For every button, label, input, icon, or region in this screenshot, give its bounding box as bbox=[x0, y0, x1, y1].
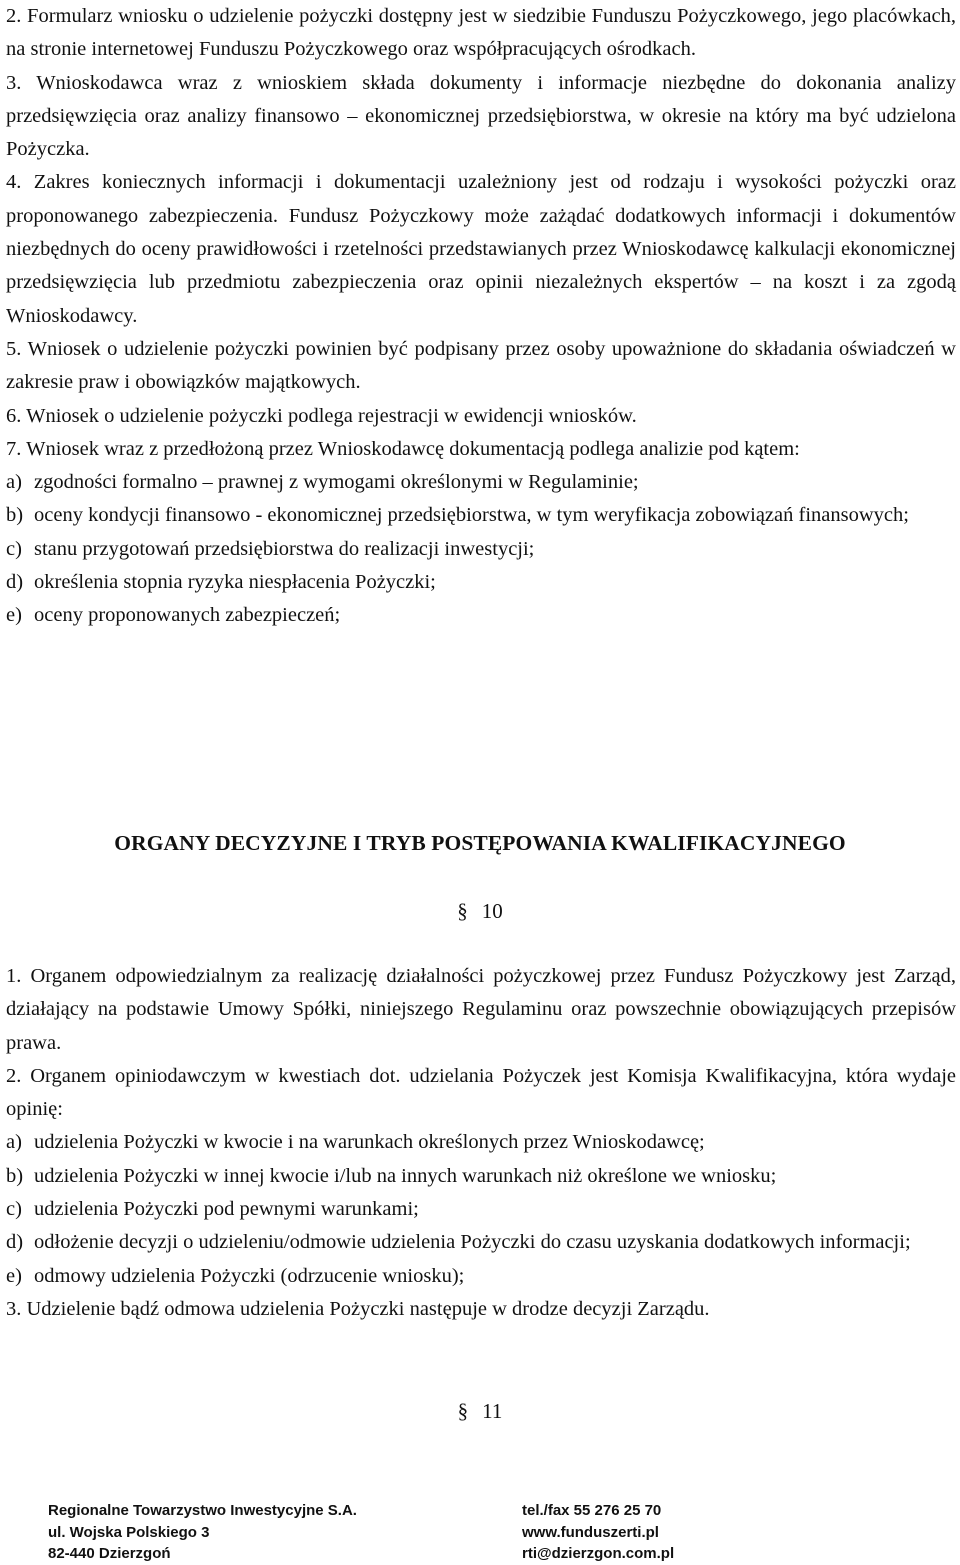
list-item-text: oceny kondycji finansowo - ekonomicznej przedsiębiorstwa, w tym weryfikacja zobowiązań finansowych; bbox=[34, 504, 909, 527]
list-item-text: udzielenia Pożyczki pod pewnymi warunkami; bbox=[34, 1198, 419, 1221]
list-item-label: b) bbox=[6, 1164, 24, 1187]
section-number: 10 bbox=[481, 899, 503, 923]
list-item-label: c) bbox=[6, 1198, 22, 1221]
list-item-text: udzielenia Pożyczki w innej kwocie i/lub na innych warunkach niż określone we wniosku; bbox=[34, 1164, 777, 1187]
list-item-text: określenia stopnia ryzyka niespłacenia Pożyczki; bbox=[34, 571, 436, 594]
company-name: Regionalne Towarzystwo Inwestycyjne S.A. bbox=[48, 1502, 357, 1519]
list-item-label: e) bbox=[6, 1264, 22, 1287]
paragraph-s10-1: 1. Organem odpowiedzialnym za realizację działalności pożyczkowej przez Fundusz Pożyczkowy jest Zarząd, działający na podstawie Umowy Spółki, niniejszego Regulaminu oraz powszechnie obowiązujących przepisów prawa. bbox=[6, 965, 956, 1054]
list-item-text: oceny proponowanych zabezpieczeń; bbox=[34, 604, 341, 627]
website-link[interactable]: www.funduszerti.pl bbox=[522, 1523, 659, 1541]
street-address: ul. Wojska Polskiego 3 bbox=[48, 1523, 210, 1541]
paragraph-s10-3: 3. Udzielenie bądź odmowa udzielenia Pożyczki następuje w drodze decyzji Zarządu. bbox=[6, 1297, 710, 1320]
list-item-text: udzielenia Pożyczki w kwocie i na warunkach określonych przez Wnioskodawcę; bbox=[34, 1131, 705, 1154]
list-item-label: e) bbox=[6, 604, 22, 627]
list-item-label: a) bbox=[6, 471, 22, 494]
list-item-text: odłożenie decyzji o udzieleniu/odmowie udzielenia Pożyczki do czasu uzyskania dodatkowych informacji; bbox=[34, 1231, 911, 1254]
paragraph-4: 4. Zakres koniecznych informacji i dokumentacji uzależniony jest od rodzaju i wysokości pożyczki oraz proponowanego zabezpieczenia. Fundusz Pożyczkowy może zażądać dodatkowych informacji i dokumentów niezbędnych do oceny prawidłowości i rzetelności przedstawianych przez Wnioskodawcę kalkulacji ekonomicznej przedsięwzięcia lub przedmiotu zabezpieczenia oraz opinii niezależnych ekspertów – na koszt i za zgodą Wnioskodawcy. bbox=[6, 171, 956, 327]
paragraph-3: 3. Wnioskodawca wraz z wnioskiem składa dokumenty i informacje niezbędne do dokonania analizy przedsięwzięcia oraz analizy finansowo – ekonomicznej przedsiębiorstwa, w okresie na który ma być udzielona Pożyczka. bbox=[6, 71, 956, 161]
paragraph-7: 7. Wniosek wraz z przedłożoną przez Wnioskodawcę dokumentacją podlega analizie pod kątem: bbox=[6, 437, 800, 460]
footer-contact bbox=[522, 1500, 822, 1565]
list-item bbox=[6, 533, 956, 566]
list-item-label: b) bbox=[6, 504, 24, 527]
phone-fax: tel./fax 55 276 25 70 bbox=[522, 1502, 662, 1519]
list-item bbox=[6, 1226, 956, 1259]
list-item-text: odmowy udzielenia Pożyczki (odrzucenie wniosku); bbox=[34, 1264, 465, 1287]
list-item bbox=[6, 1193, 956, 1226]
footer-address bbox=[48, 1500, 468, 1565]
list-item-text: stanu przygotowań przedsiębiorstwa do realizacji inwestycji; bbox=[34, 537, 535, 560]
list-item-label: a) bbox=[6, 1131, 22, 1154]
list-item bbox=[6, 499, 956, 532]
section-number: 11 bbox=[482, 1399, 503, 1423]
email-link[interactable]: rti@dzierzgon.com.pl bbox=[522, 1545, 675, 1562]
list-item bbox=[6, 1126, 956, 1159]
paragraph-5: 5. Wniosek o udzielenie pożyczki powinien być podpisany przez osoby upoważnione do składania oświadczeń w zakresie praw i obowiązków majątkowych. bbox=[6, 337, 956, 394]
postal-city: 82-440 Dzierzgoń bbox=[48, 1545, 171, 1562]
paragraph-6: 6. Wniosek o udzielenie pożyczki podlega rejestracji w ewidencji wniosków. bbox=[6, 404, 637, 427]
section-heading: ORGANY DECYZYJNE I TRYB POSTĘPOWANIA KWALIFIKACYJNEGO bbox=[114, 831, 846, 855]
list-item-label: c) bbox=[6, 537, 22, 560]
list-item bbox=[6, 1160, 956, 1193]
list-item-label: d) bbox=[6, 571, 24, 594]
section-symbol: § bbox=[457, 1399, 469, 1423]
paragraph-s10-2: 2. Organem opiniodawczym w kwestiach dot. udzielania Pożyczek jest Komisja Kwalifikacyjna, która wydaje opinię: bbox=[6, 1064, 956, 1121]
list-item-text: zgodności formalno – prawnej z wymogami określonymi w Regulaminie; bbox=[34, 471, 639, 494]
list-item bbox=[6, 599, 956, 632]
section-number-10 bbox=[0, 894, 960, 928]
section-number-11 bbox=[0, 1394, 960, 1428]
section-10-body bbox=[6, 960, 956, 1326]
list-item bbox=[6, 466, 956, 499]
document-body bbox=[6, 0, 956, 633]
section-symbol: § bbox=[457, 899, 468, 923]
list-item bbox=[6, 1260, 956, 1293]
paragraph-2: 2. Formularz wniosku o udzielenie pożyczki dostępny jest w siedzibie Funduszu Pożyczkowego, jego placówkach, na stronie internetowej Funduszu Pożyczkowego oraz współpracujących ośrodkach. bbox=[6, 5, 956, 61]
list-item-label: d) bbox=[6, 1231, 24, 1254]
list-item bbox=[6, 566, 956, 599]
